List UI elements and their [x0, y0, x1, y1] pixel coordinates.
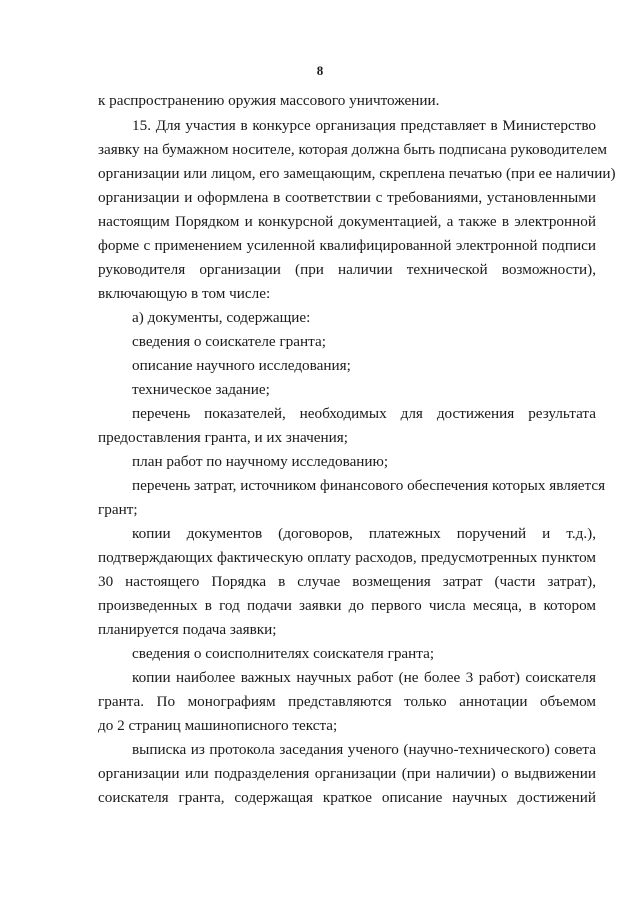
text-line: грант;: [98, 501, 138, 518]
text-line: заявку на бумажном носителе, которая должна быть подписана руководителем: [98, 141, 607, 158]
text-line: форме с применением усиленной квалифицированной электронной подписи: [98, 237, 596, 254]
text-line: подтверждающих фактическую оплату расходов, предусмотренных пунктом: [98, 549, 596, 566]
text-line: произведенных в год подачи заявки до первого числа месяца, в котором: [98, 597, 596, 614]
text-line: техническое задание;: [132, 381, 270, 398]
text-line: соискателя гранта, содержащая краткое описание научных достижений: [98, 789, 596, 806]
text-line: 30 настоящего Порядка в случае возмещения затрат (части затрат),: [98, 573, 596, 590]
text-line: копии документов (договоров, платежных поручений и т.д.),: [132, 525, 596, 542]
text-line: описание научного исследования;: [132, 357, 351, 374]
text-line: перечень показателей, необходимых для достижения результата: [132, 405, 596, 422]
text-line: 15. Для участия в конкурсе организация представляет в Министерство: [132, 117, 596, 134]
text-line: предоставления гранта, и их значения;: [98, 429, 348, 446]
text-line: планируется подача заявки;: [98, 621, 277, 638]
text-line: организации или подразделения организации (при наличии) о выдвижении: [98, 765, 596, 782]
text-line: сведения о соисполнителях соискателя гранта;: [132, 645, 435, 662]
text-line: копии наиболее важных научных работ (не более 3 работ) соискателя: [132, 669, 596, 686]
text-line: гранта. По монографиям представляются только аннотации объемом: [98, 693, 596, 710]
text-line: план работ по научному исследованию;: [132, 453, 389, 470]
text-line: организации или лицом, его замещающим, скреплена печатью (при ее наличии): [98, 165, 616, 182]
text-line: перечень затрат, источником финансового обеспечения которых является: [132, 477, 606, 494]
text-line: к распространению оружия массового уничтожении.: [98, 92, 440, 109]
text-line: выписка из протокола заседания ученого (научно-технического) совета: [132, 741, 596, 758]
text-line: включающую в том числе:: [98, 285, 271, 302]
text-line: организации и оформлена в соответствии с требованиями, установленными: [98, 189, 596, 206]
text-line: до 2 страниц машинописного текста;: [98, 717, 338, 734]
text-line: настоящим Порядком и конкурсной документацией, а также в электронной: [98, 213, 596, 230]
text-line: сведения о соискателе гранта;: [132, 333, 326, 350]
page-number: 8: [316, 63, 324, 78]
text-line: руководителя организации (при наличии технической возможности),: [98, 261, 596, 278]
text-line: а) документы, содержащие:: [132, 309, 311, 326]
